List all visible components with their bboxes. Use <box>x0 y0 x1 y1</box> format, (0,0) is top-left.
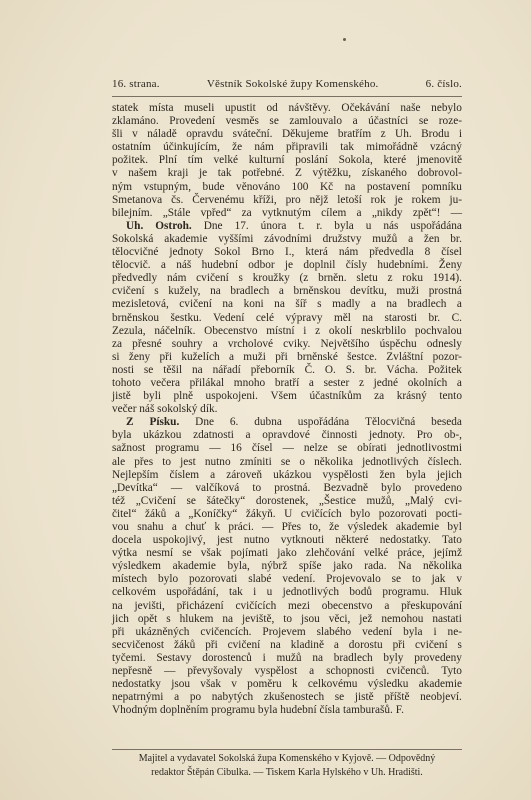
speck-mark <box>343 38 346 41</box>
text-line: jich opět s hlukem na jeviště, to jsou věci, jež nemohou nastati <box>112 612 462 625</box>
imprint-line: redaktor Štěpán Cibulka. — Tiskem Karla Hylského v Uh. Hradišti. <box>151 767 423 778</box>
text-line: docela uspokojivý, jest nutno vytknouti některé nedostatky. Tato <box>112 534 462 547</box>
text-line: tělocvič. a náš hudební odbor je doplnil čísly hudebními. Ženy <box>112 259 462 272</box>
text-line: sažnost programu — 16 čísel — nelze se obírati jednotlivostmi <box>112 442 462 455</box>
text-line: ale přes to jest nutno zmíniti se o několika jednotlivých číslech. <box>112 455 462 468</box>
text-line: celkovém uspořádání, tak i u jednotlivých bodů programu. Hluk <box>112 586 462 599</box>
text-line: též „Cvičení se šátečky“ dorostenek, „Šestice mužů, „Malý cvi- <box>112 494 462 507</box>
text-line: byla ukázkou zdatnosti a opravdové činnosti jednoty. Pro ob-, <box>112 429 462 442</box>
text-line: při ukázněných cvičencích. Projevem slabého vedení byla i ne- <box>112 625 462 638</box>
text-line: nepatrnými a po nabytých zkušenostech se jistě příště neobjeví. <box>112 691 462 704</box>
text-line: večer náš sokolský dík. <box>112 403 218 416</box>
page-number: 16. strana. <box>112 78 160 90</box>
text-line: šli v náladě opravdu sváteční. Děkujeme bratřím z Uh. Brodu i <box>112 128 462 141</box>
text-line: ným vstupným, bude věnováno 100 Kč na postavení pomníku <box>112 180 462 193</box>
issue-number: 6. číslo. <box>425 78 462 90</box>
text-line: tělocvičné jednoty Sokol Brno I., která nám předvedla 8 čísel <box>112 246 462 259</box>
text-line: Z Písku. Dne 6. dubna uspořádána Tělocvičná beseda <box>126 416 462 429</box>
text-line: ostatním účinkujícím, že nám připravili tak mimořádně vzácný <box>112 141 462 154</box>
text-line: Vhodným doplněním programu byla hudební čísla tamburašů. F. <box>112 704 404 717</box>
text-line: předvedly nám cvičení s kroužky (z brněn. sletu z roku 1914). <box>112 272 462 285</box>
text-line: místech bylo pozorovati slabé vedení. Projevovalo se to jak v <box>112 573 462 586</box>
text-line: tyčemi. Sestavy dorostenců i mužů na bradlech byly provedeny <box>112 651 462 664</box>
text-line: nepřesně — převyšovaly vyspělost a schopnosti cvičenců. Tyto <box>112 665 462 678</box>
imprint-line: Majitel a vydavatel Sokolská župa Komenského v Kyjově. — Odpovědný <box>138 753 436 764</box>
text-line: jistě byli plně uspokojeni. Všem účastníkům za krásný tento <box>112 390 462 403</box>
article-body <box>112 102 462 717</box>
text-line: cvičení s kužely, na bradlech a brněnskou devítku, muži prostná <box>112 285 462 298</box>
text-line: statek místa museli upustit od návštěvy. Očekávání naše nebylo <box>112 102 462 114</box>
text-line: nedostatky jsou však v poměru k celkovému výsledku akademie <box>112 678 462 691</box>
text-line: Smetanova čs. Červenému kříži, pro nějž letoší rok je rokem ju- <box>112 193 462 206</box>
text-line: v našem kraji je tak potřebné. Z výtěžku, získaného dobrovol- <box>112 167 462 180</box>
text-line: si ženy při kuželích a muži při brněnské šestce. Zvláštní pozor- <box>112 350 462 363</box>
text-line: nosti se těšil na nářadí přeborník Č. O. S. br. Vácha. Požitek <box>112 363 462 376</box>
text-line: Uh. Ostroh. Dne 17. února t. r. byla u nás uspořádána <box>126 219 462 232</box>
text-line: Sokolská akademie vyššími závodními družstvy mužů a žen br. <box>112 232 462 245</box>
text-line: výtka nesmí se však pojímati jako zlehčování velké práce, jejímž <box>112 547 462 560</box>
imprint-footer <box>112 752 462 780</box>
text-line: brněnskou šestku. Vedení celé výpravy měl na starosti br. C. <box>112 311 462 324</box>
text-line: za přesné souhry a vrcholové cviky. Největšího úspěchu odnesly <box>112 337 462 350</box>
page-header <box>112 78 462 90</box>
header-rule <box>112 96 462 97</box>
journal-title: Věstník Sokolské župy Komenského. <box>206 78 379 90</box>
text-line: výsledkem akademie byla, nýbrž spíše jako rada. Na několika <box>112 560 462 573</box>
text-line: na jevišti, přicházení cvičících mezi obecenstvo a přeskupování <box>112 599 462 612</box>
text-line: vou snahu a chuť k práci. — Přes to, že výsledek akademie byl <box>112 521 462 533</box>
text-line: „Devítka“ — valčíková to prostná. Bezvadně bylo provedeno <box>112 481 462 494</box>
text-line: mezisletová, cvičení na koni na šíř s madly a na bradlech a <box>112 298 462 311</box>
text-line: požitek. Plní tím velké kulturní poslání Sokola, které jmenovitě <box>112 154 462 167</box>
footer-rule <box>112 749 462 750</box>
text-line: Nejlepším číslem a zároveň ukázkou vyspělosti žen byla jejich <box>112 468 462 481</box>
text-line: bilejním. „Stále vpřed“ za vytknutým cílem a „nikdy zpět“! — <box>112 206 462 219</box>
text-line: čitel“ žáků a „Koníčky“ žákyň. U cvičících bylo pozorovati pocti- <box>112 507 462 520</box>
text-line: secvičenost žáků při cvičení na kladině a dorostu při cvičení s <box>112 638 462 651</box>
text-line: Zezula, náčelník. Obecenstvo místní i z okolí neskrblilo pochvalou <box>112 324 462 337</box>
text-line: zklamáno. Provedení vesměs se zamlouvalo a účastníci se roze- <box>112 115 462 128</box>
text-line: tohoto večera přilákal mnoho bratří a sester z jedné okolních a <box>112 376 462 389</box>
